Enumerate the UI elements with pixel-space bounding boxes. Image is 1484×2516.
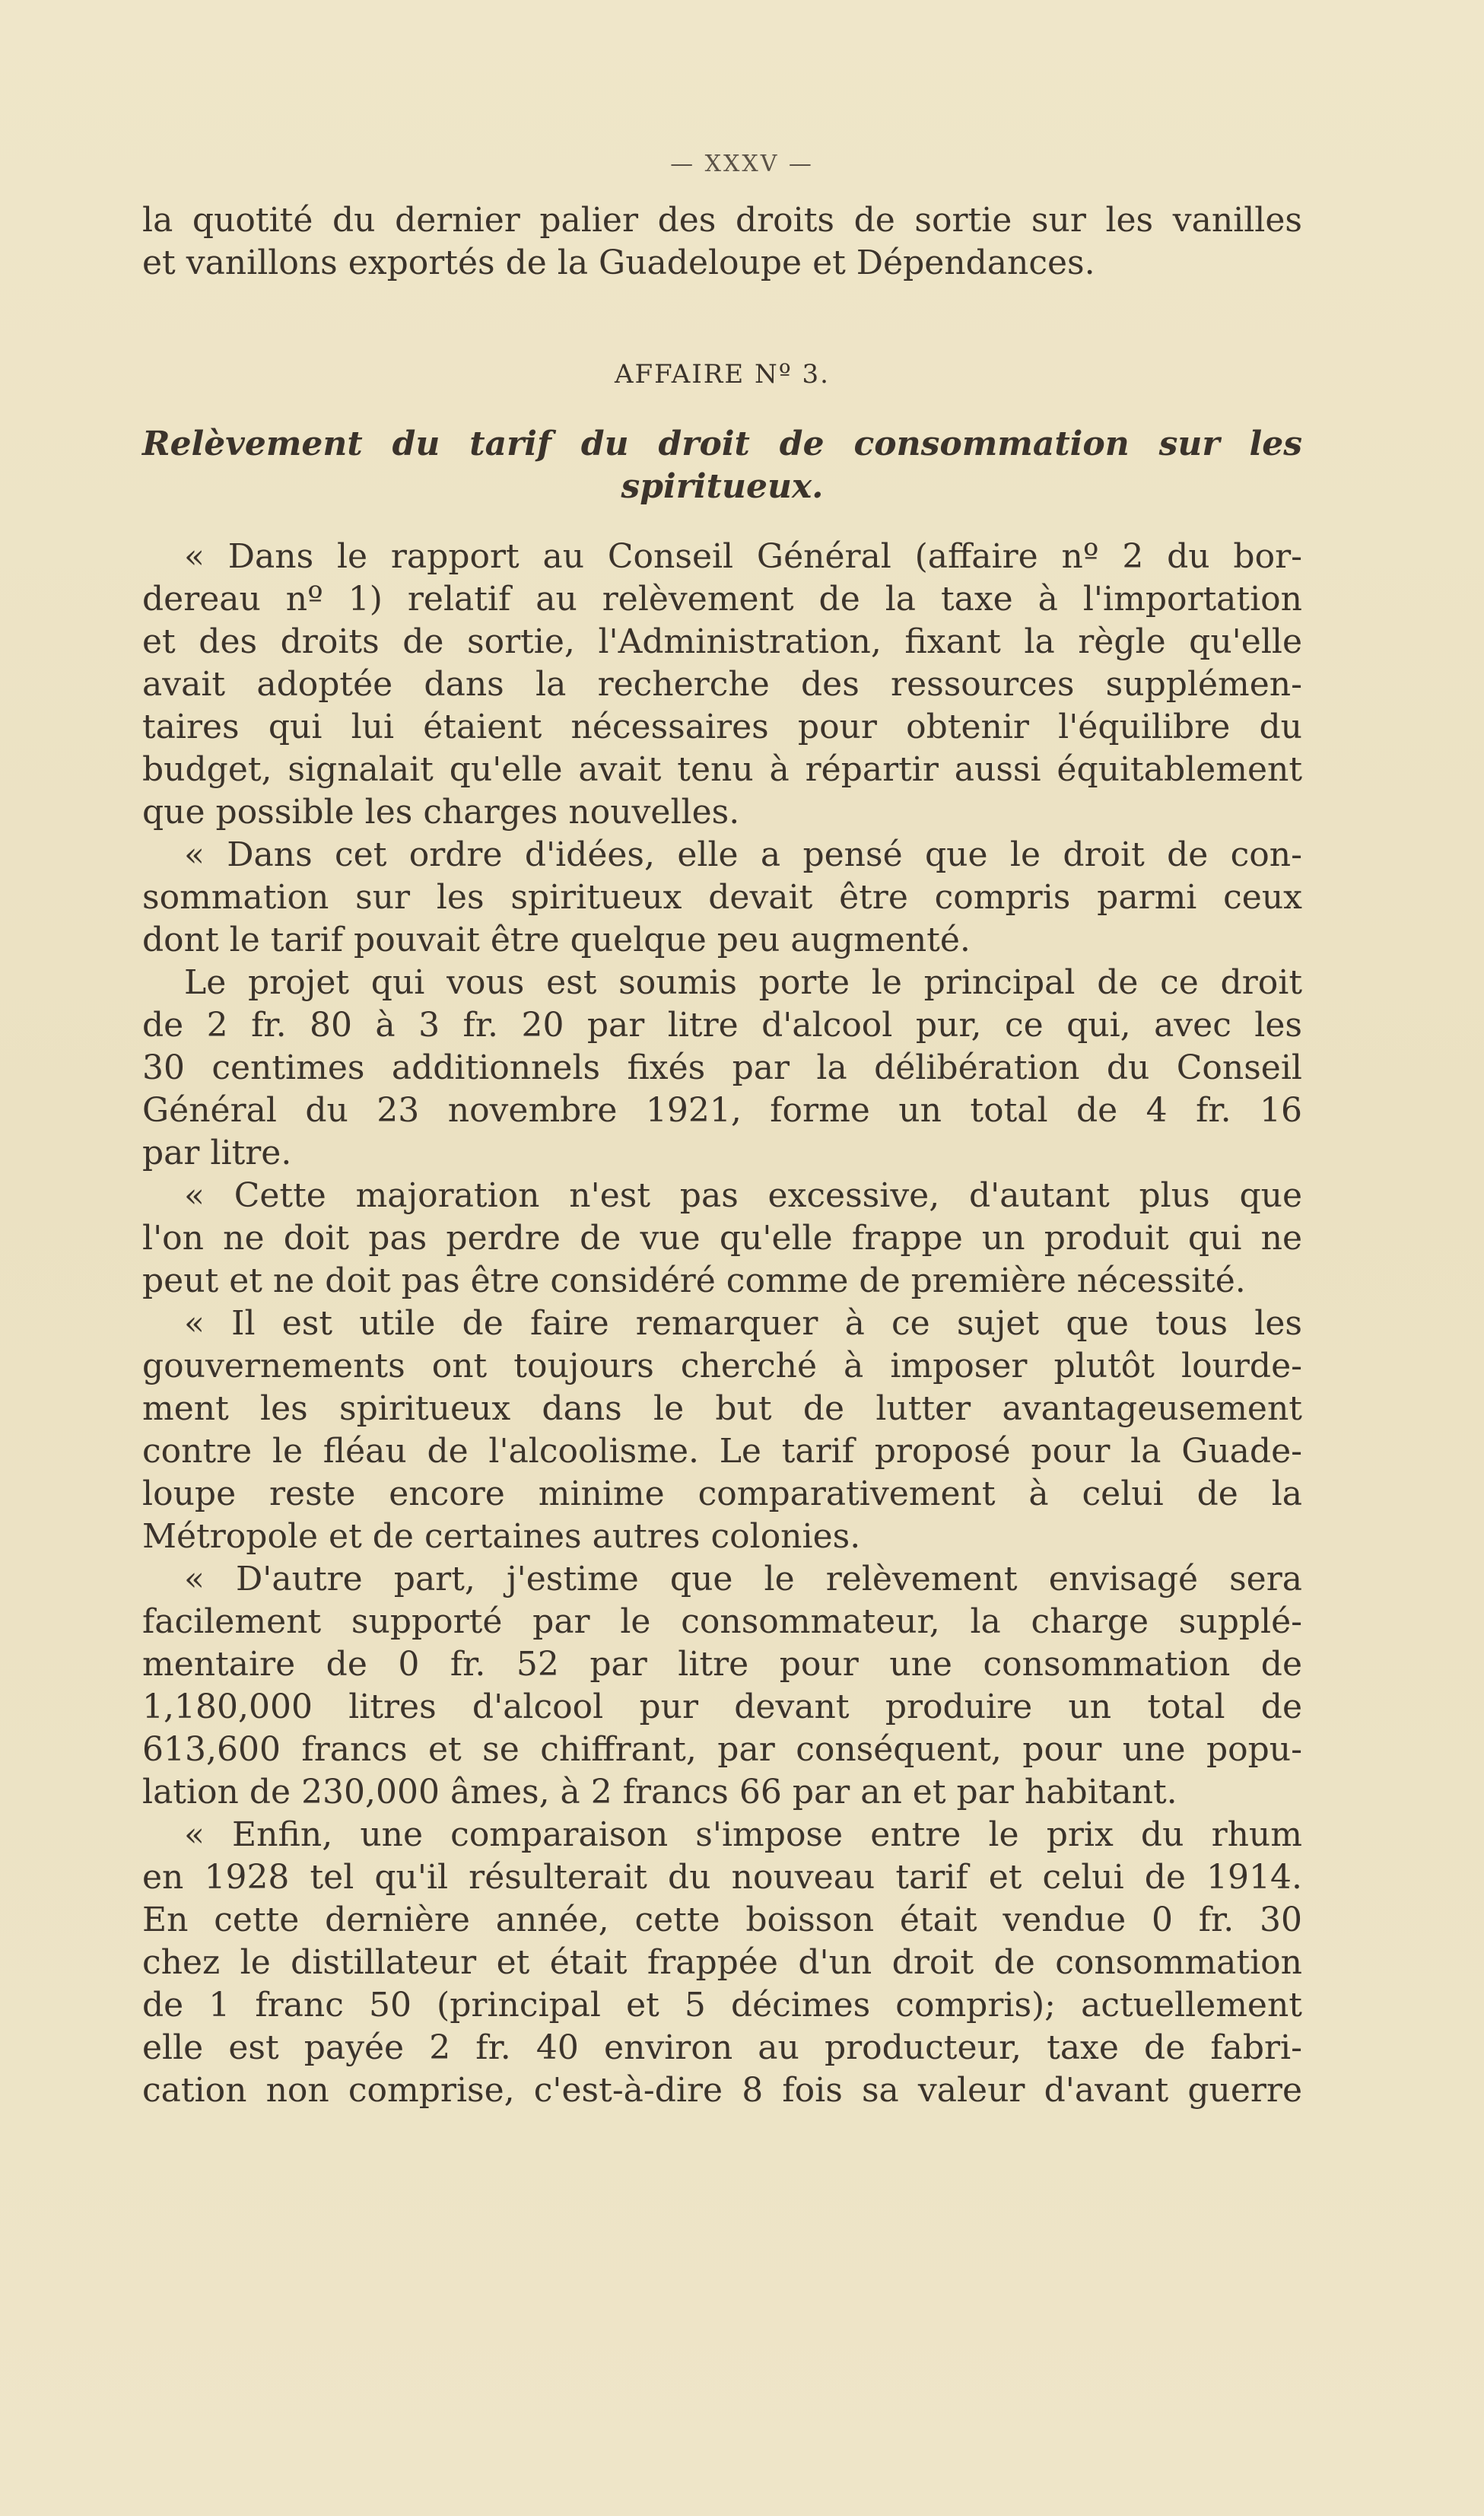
paragraph-line: « Cette majoration n'est pas excessive, d'autant plus que (184, 1176, 1302, 1215)
paragraph-line: cation non comprise, c'est-à-dire 8 fois sa valeur d'avant guerre (142, 2071, 1302, 2110)
paragraph-line: avait adoptée dans la recherche des ressources supplémen- (142, 665, 1302, 704)
paragraph-5 (142, 1303, 1302, 1558)
text-column (142, 199, 1302, 2112)
paragraph-line: de 2 fr. 80 à 3 fr. 20 par litre d'alcool pur, ce qui, avec les (142, 1006, 1302, 1045)
paragraph-line: 1,180,000 litres d'alcool pur devant produire un total de (142, 1687, 1302, 1726)
paragraph-line: peut et ne doit pas être considéré comme de première nécessité. (142, 1261, 1246, 1300)
paragraph-line: l'on ne doit pas perdre de vue qu'elle frappe un produit qui ne (142, 1219, 1302, 1258)
paragraph-line: Métropole et de certaines autres colonies. (142, 1517, 861, 1556)
paragraph-line: chez le distillateur et était frappée d'un droit de consommation (142, 1943, 1302, 1982)
paragraph-line: contre le fléau de l'alcoolisme. Le tarif proposé pour la Guade- (142, 1432, 1302, 1471)
paragraph-line: lation de 230,000 âmes, à 2 francs 66 par an et par habitant. (142, 1773, 1177, 1811)
paragraph-line: loupe reste encore minime comparativement à celui de la (142, 1474, 1302, 1513)
paragraph-6 (142, 1558, 1302, 1814)
paragraph-line: Le projet qui vous est soumis porte le principal de ce droit (184, 963, 1302, 1002)
paragraph-line: Général du 23 novembre 1921, forme un total de 4 fr. 16 (142, 1091, 1302, 1130)
paragraph-line: elle est payée 2 fr. 40 environ au producteur, taxe de fabri- (142, 2028, 1302, 2067)
paragraph-line: taires qui lui étaient nécessaires pour obtenir l'équilibre du (142, 708, 1302, 746)
subject-heading (142, 423, 1302, 508)
affaire-heading: AFFAIRE Nº 3. (615, 359, 830, 390)
subject-line: Relèvement du tarif du droit de consommation sur les (142, 425, 1302, 463)
intro-line: et vanillons exportés de la Guadeloupe et Dépendances. (142, 243, 1095, 282)
intro-paragraph (142, 199, 1302, 285)
paragraph-line: en 1928 tel qu'il résulterait du nouveau tarif et celui de 1914. (142, 1858, 1302, 1897)
paragraph-line: « D'autre part, j'estime que le relèvement envisagé sera (184, 1560, 1302, 1598)
paragraph-line: mentaire de 0 fr. 52 par litre pour une consommation de (142, 1645, 1302, 1684)
paragraph-line: dont le tarif pouvait être quelque peu augmenté. (142, 921, 971, 959)
body-text (142, 536, 1302, 2112)
paragraph-line: sommation sur les spiritueux devait être compris parmi ceux (142, 878, 1302, 917)
paragraph-line: 613,600 francs et se chiffrant, par conséquent, pour une popu- (142, 1730, 1302, 1769)
paragraph-line: « Dans le rapport au Conseil Général (affaire nº 2 du bor- (184, 537, 1302, 576)
paragraph-line: par litre. (142, 1134, 292, 1172)
paragraph-line: « Dans cet ordre d'idées, elle a pensé que le droit de con- (184, 835, 1302, 874)
paragraph-3 (142, 962, 1302, 1175)
subject-line: spiritueux. (621, 467, 824, 506)
paragraph-line: En cette dernière année, cette boisson était vendue 0 fr. 30 (142, 1901, 1302, 1939)
intro-line: la quotité du dernier palier des droits de sortie sur les vanilles (142, 201, 1302, 240)
paragraph-line: gouvernements ont toujours cherché à imposer plutôt lourde- (142, 1347, 1302, 1385)
page-folio: — XXXV — (670, 151, 814, 177)
paragraph-line: budget, signalait qu'elle avait tenu à répartir aussi équitablement (142, 750, 1302, 789)
paragraph-line: facilement supporté par le consommateur, la charge supplé- (142, 1602, 1302, 1641)
paragraph-line: ment les spiritueux dans le but de lutter avantageusement (142, 1389, 1302, 1428)
paragraph-line: « Il est utile de faire remarquer à ce sujet que tous les (184, 1304, 1302, 1343)
paragraph-line: dereau nº 1) relatif au relèvement de la taxe à l'importation (142, 580, 1302, 619)
paragraph-line: « Enfin, une comparaison s'impose entre le prix du rhum (184, 1815, 1302, 1854)
paragraph-line: de 1 franc 50 (principal et 5 décimes compris); actuellement (142, 1986, 1302, 2025)
paragraph-7 (142, 1814, 1302, 2112)
paragraph-4 (142, 1175, 1302, 1303)
paragraph-line: et des droits de sortie, l'Administration, fixant la règle qu'elle (142, 622, 1302, 661)
paragraph-1 (142, 536, 1302, 834)
paragraph-line: que possible les charges nouvelles. (142, 793, 740, 832)
paragraph-2 (142, 834, 1302, 962)
paragraph-line: 30 centimes additionnels fixés par la délibération du Conseil (142, 1048, 1302, 1087)
